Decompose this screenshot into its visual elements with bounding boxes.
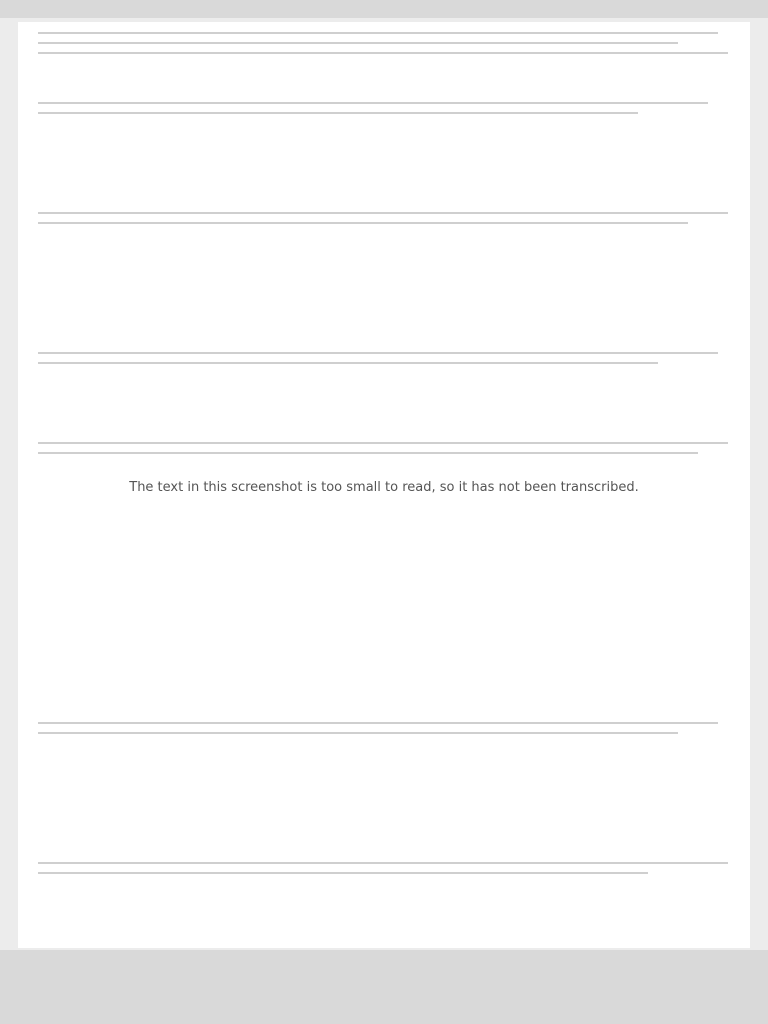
text-line	[38, 442, 728, 444]
text-line	[38, 872, 648, 874]
text-line	[38, 42, 678, 44]
footer-bar	[0, 950, 768, 1024]
text-line	[38, 102, 708, 104]
text-line	[38, 452, 698, 454]
text-line	[38, 722, 718, 724]
text-line	[38, 862, 728, 864]
text-line	[38, 222, 688, 224]
header-bar	[0, 0, 768, 18]
text-line	[38, 362, 658, 364]
text-line	[38, 732, 678, 734]
text-line	[38, 32, 718, 34]
text-line	[38, 112, 638, 114]
text-line	[38, 212, 728, 214]
unreadable-notice: The text in this screenshot is too small to read, so it has not been transcribed.	[129, 480, 639, 495]
text-line	[38, 52, 728, 54]
text-line	[38, 352, 718, 354]
